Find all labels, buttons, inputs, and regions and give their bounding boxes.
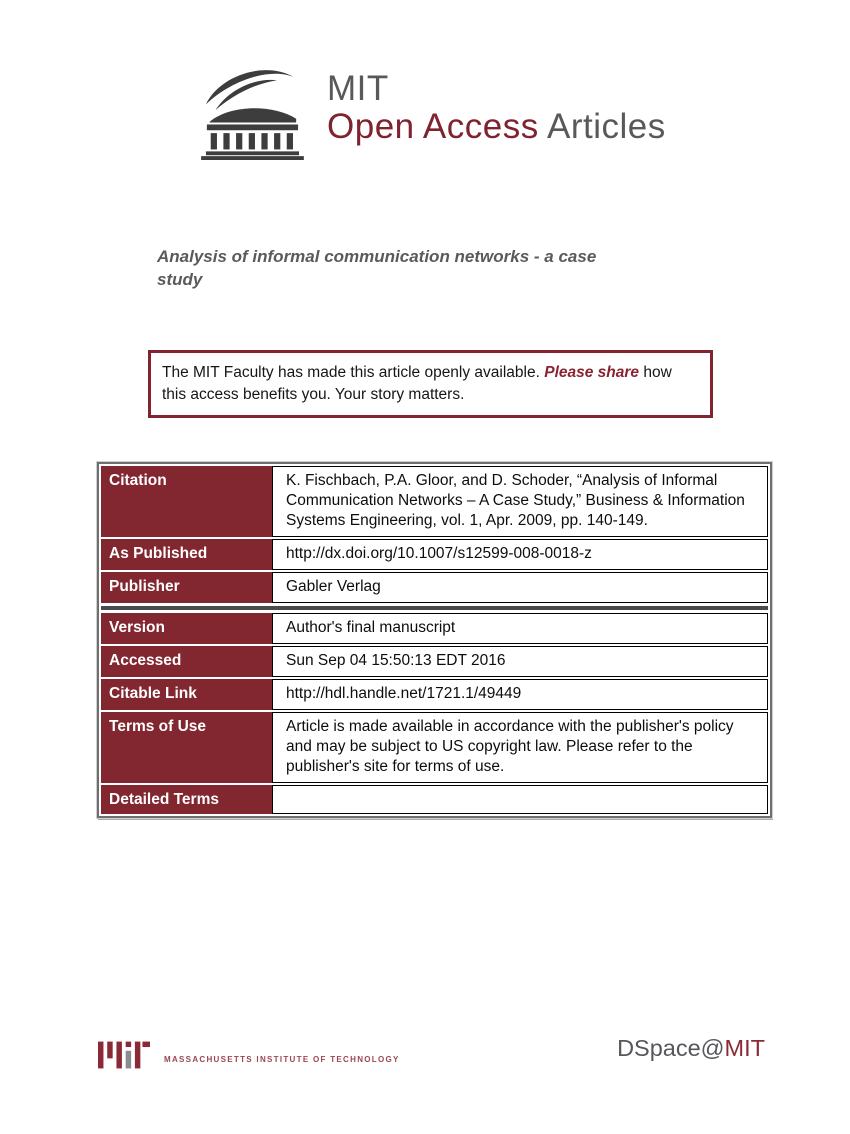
page-title: Analysis of informal communication networks - a case study bbox=[157, 247, 597, 289]
row-label: Citation bbox=[101, 466, 272, 537]
table-row-detailed-terms bbox=[100, 784, 769, 815]
version-value: Author's final manuscript bbox=[272, 613, 768, 644]
table-row-version bbox=[100, 612, 769, 645]
row-label: As Published bbox=[101, 539, 272, 570]
mit-bars-icon bbox=[98, 1040, 150, 1070]
header-logo bbox=[193, 64, 666, 160]
table-row-terms-of-use bbox=[100, 711, 769, 784]
footer-wordmark: MASSACHUSETTS INSTITUTE OF TECHNOLOGY bbox=[164, 1054, 400, 1064]
citable-link[interactable]: http://hdl.handle.net/1721.1/49449 bbox=[272, 679, 768, 710]
metadata-table bbox=[97, 462, 772, 818]
publisher-value: Gabler Verlag bbox=[272, 572, 768, 603]
row-label: Version bbox=[101, 613, 272, 644]
row-label: Detailed Terms bbox=[101, 785, 272, 814]
as-published-link[interactable]: http://dx.doi.org/10.1007/s12599-008-0018-z bbox=[272, 539, 768, 570]
logo-articles: Articles bbox=[538, 107, 666, 146]
detailed-terms-value bbox=[272, 785, 768, 814]
row-label: Accessed bbox=[101, 646, 272, 677]
accessed-value: Sun Sep 04 15:50:13 EDT 2016 bbox=[272, 646, 768, 677]
mit-dome-icon bbox=[193, 64, 311, 160]
footer-mit-logo bbox=[98, 1040, 400, 1070]
share-text-after: how this access benefits you. Your story matters. bbox=[162, 364, 672, 403]
table-row-citable-link bbox=[100, 678, 769, 711]
row-label: Publisher bbox=[101, 572, 272, 603]
share-text-before: The MIT Faculty has made this article openly available. bbox=[162, 364, 545, 381]
table-row-accessed bbox=[100, 645, 769, 678]
citation-value: K. Fischbach, P.A. Gloor, and D. Schoder, “Analysis of Informal Communication Networks – A Case Study,” Business & Information Systems Engineering, vol. 1, Apr. 2009, pp. 140-149. bbox=[272, 466, 768, 537]
logo-line2 bbox=[327, 108, 666, 146]
table-row-publisher bbox=[100, 571, 769, 604]
share-box bbox=[148, 350, 713, 418]
table-row-citation bbox=[100, 465, 769, 538]
terms-of-use-value: Article is made available in accordance with the publisher's policy and may be subject to US copyright law. Please refer to the publisher's site for terms of use. bbox=[272, 712, 768, 783]
table-section-divider bbox=[101, 606, 768, 610]
row-label: Citable Link bbox=[101, 679, 272, 710]
logo-open-access: Open Access bbox=[327, 107, 539, 146]
dspace-gray-text: DSpace@ bbox=[617, 1035, 725, 1061]
please-share-link[interactable]: Please share bbox=[544, 364, 640, 381]
table-row-as-published bbox=[100, 538, 769, 571]
dspace-logo bbox=[565, 1035, 765, 1062]
logo-line1: MIT bbox=[327, 69, 389, 108]
row-label: Terms of Use bbox=[101, 712, 272, 783]
header-logo-text bbox=[327, 70, 666, 146]
dspace-mit-text: MIT bbox=[724, 1035, 765, 1061]
